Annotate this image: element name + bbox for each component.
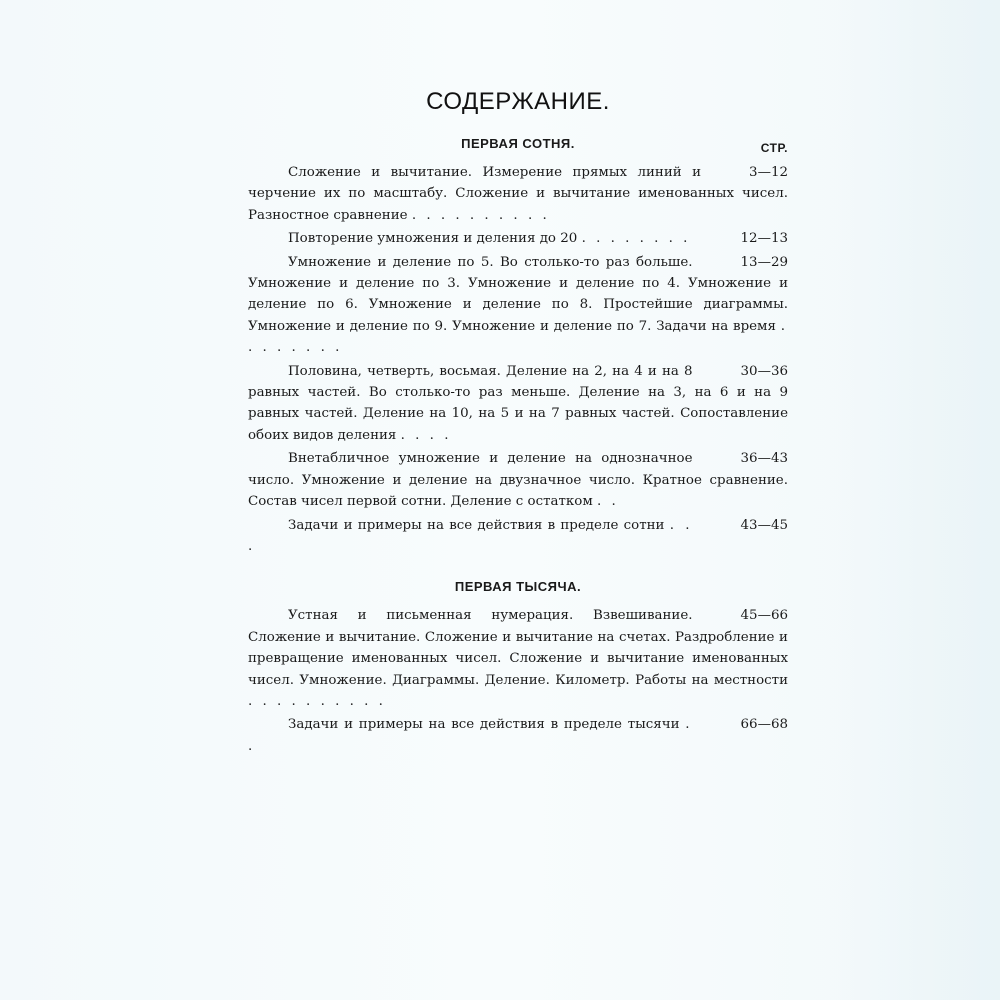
toc-entry-leader: . . . [248,517,693,554]
toc-entry [248,162,788,226]
section-heading-first-hundred [248,134,788,154]
toc-entry [248,228,788,249]
toc-entry-text: Устная и письменная нумерация. Взвешивание. Сложение и вычитание. Сложение и вычитание на счетах. Раздробление и превращение именованных чисел. Сложение и вычитание именованных чисел. Умножение. Диаграммы. Деление. Километр. Работы на местности [248,608,788,688]
toc-entry [248,605,788,712]
toc-entry-pages: 13—29 [740,254,788,270]
section-heading-label: ПЕРВАЯ СОТНЯ. [461,136,575,151]
toc-entry-pages: 30—36 [740,363,788,379]
toc-entry-pages: 43—45 [740,517,788,533]
toc-entry [248,252,788,359]
toc-entry-leader: . . . . . . . . . . [411,207,550,223]
toc-entry-text: Сложение и вычитание. Измерение прямых линий и черчение их по масштабу. Сложение и вычитание именованных чисел. Разностное сравнение [248,165,788,223]
toc-entry-pages: 45—66 [740,608,788,624]
toc-entry-leader: . . [248,717,693,754]
toc-entry [248,515,788,558]
toc-entry-leader: . . [597,494,619,510]
toc-entry-text: Умножение и деление по 5. Во столько-то раз больше. Умножение и деление по 3. Умножение и деление по 4. Умножение и деление по 6. Умножение и деление по 8. Простейшие диаграммы. Умножение и деление по 9. Умножение и деление по 7. Задачи на время [248,254,788,334]
section-heading-label: ПЕРВАЯ ТЫСЯЧА. [454,579,582,595]
toc-entry-text: Задачи и примеры на все действия в пределе сотни [288,517,665,533]
toc-entry-text: Внетабличное умножение и деление на однозначное число. Умножение и деление на двузначное число. Кратное сравнение. Состав чисел первой сотни. Деление с остатком [248,451,788,510]
page-title: СОДЕРЖАНИЕ. [426,88,610,115]
toc-entry-pages: 36—43 [740,451,788,467]
toc-entry [248,448,788,512]
section-heading-first-thousand [248,577,788,597]
toc-entry-leader: . . . . . . . . [248,318,788,356]
toc-entry-leader: . . . . . . . . . . [248,693,386,709]
page-column-label: СТР. [760,141,788,155]
toc-entry-pages: 12—13 [740,231,788,247]
toc-entry [248,361,788,447]
toc-entry-leader: . . . . [400,427,452,443]
table-of-contents [248,88,788,759]
toc-entry-pages: 66—68 [740,717,788,733]
toc-entry-text: Половина, четверть, восьмая. Деление на 2, на 4 и на 8 равных частей. Во столько-то раз меньше. Деление на 3, на 6 и на 9 равных частей. Деление на 10, на 5 и на 7 равных частей. Сопоставление обоих видов деления [248,363,788,443]
toc-entry [248,714,788,757]
page-shading [830,0,1000,1000]
toc-entry-leader: . . . . . . . . [581,231,691,247]
toc-entry-text: Повторение умножения и деления до 20 [288,231,578,247]
toc-entry-text: Задачи и примеры на все действия в пределе тысячи [288,717,680,733]
toc-entry-pages: 3—12 [749,165,788,180]
